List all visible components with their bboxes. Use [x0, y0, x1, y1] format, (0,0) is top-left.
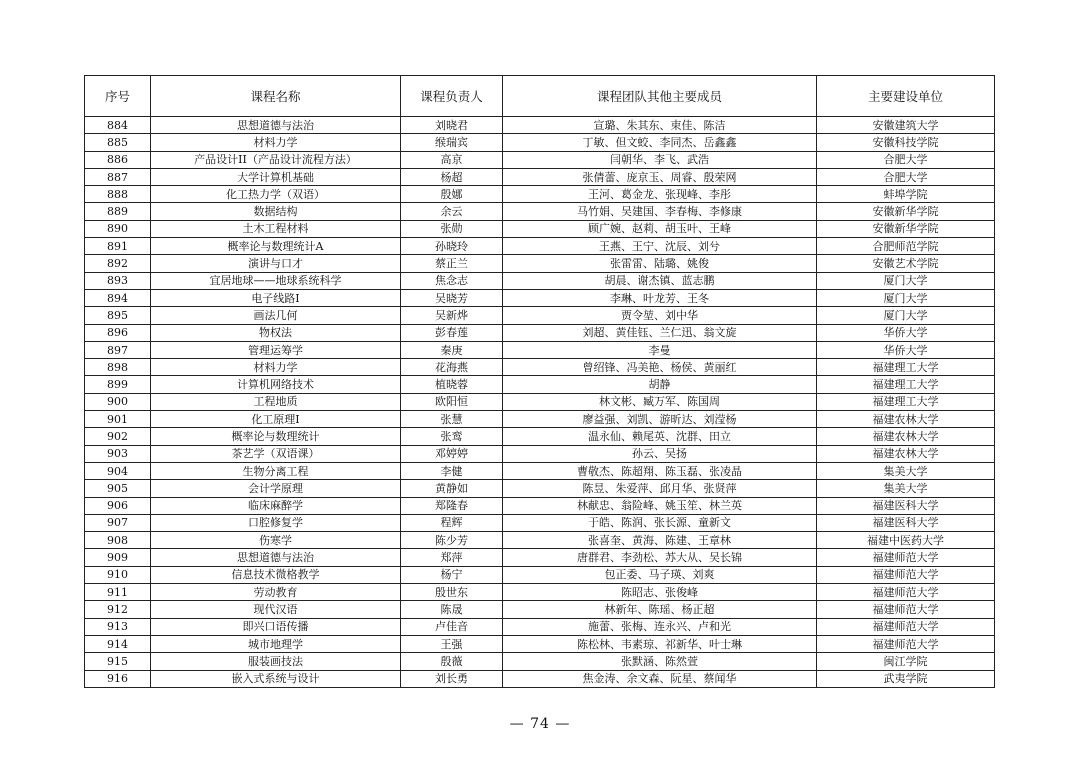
serial-number-cell: 915 [85, 653, 151, 670]
course-name-cell: 思想道德与法治 [151, 117, 401, 134]
course-leader-cell: 焦念志 [401, 272, 503, 289]
table-row [85, 151, 995, 168]
team-members-cell: 刘超、黄佳钰、兰仁迅、翁文旋 [503, 324, 817, 341]
course-leader-cell: 陈晟 [401, 601, 503, 618]
serial-number-cell: 895 [85, 307, 151, 324]
course-leader-cell: 刘长勇 [401, 670, 503, 687]
course-name-cell: 劳动教育 [151, 584, 401, 601]
course-name-cell: 概率论与数理统计A [151, 238, 401, 255]
course-leader-cell: 郑萍 [401, 549, 503, 566]
institution-cell: 集美大学 [817, 480, 995, 497]
institution-cell: 合肥师范学院 [817, 238, 995, 255]
team-members-cell: 顾广婉、赵莉、胡玉叶、王峰 [503, 220, 817, 237]
course-name-cell: 演讲与口才 [151, 255, 401, 272]
institution-cell: 福建理工大学 [817, 359, 995, 376]
team-members-cell: 廖益强、刘凯、游昕达、刘滢杨 [503, 411, 817, 428]
course-name-cell: 材料力学 [151, 134, 401, 151]
serial-number-cell: 912 [85, 601, 151, 618]
serial-number-cell: 890 [85, 220, 151, 237]
team-members-cell: 孙云、吴扬 [503, 445, 817, 462]
institution-cell: 福建师范大学 [817, 566, 995, 583]
course-leader-cell: 李健 [401, 462, 503, 479]
serial-number-cell: 888 [85, 186, 151, 203]
course-name-cell: 现代汉语 [151, 601, 401, 618]
institution-cell: 福建中医药大学 [817, 532, 995, 549]
course-name-cell: 计算机网络技术 [151, 376, 401, 393]
header-row [85, 76, 995, 117]
table-row [85, 411, 995, 428]
team-members-cell: 包正委、马子瑛、刘爽 [503, 566, 817, 583]
table-body [85, 117, 995, 688]
header-course-leader: 课程负责人 [401, 76, 503, 117]
header-course-name: 课程名称 [151, 76, 401, 117]
institution-cell: 集美大学 [817, 462, 995, 479]
course-name-cell: 临床麻醉学 [151, 497, 401, 514]
team-members-cell: 李琳、叶龙芳、王冬 [503, 289, 817, 306]
course-name-cell: 大学计算机基础 [151, 168, 401, 185]
institution-cell: 安徽艺术学院 [817, 255, 995, 272]
course-name-cell: 土木工程材料 [151, 220, 401, 237]
team-members-cell: 胡静 [503, 376, 817, 393]
team-members-cell: 宣璐、朱其东、束佳、陈洁 [503, 117, 817, 134]
table-row [85, 653, 995, 670]
serial-number-cell: 887 [85, 168, 151, 185]
institution-cell: 福建师范大学 [817, 601, 995, 618]
team-members-cell: 张倩蕾、庞京玉、周睿、殷荣网 [503, 168, 817, 185]
serial-number-cell: 905 [85, 480, 151, 497]
institution-cell: 福建理工大学 [817, 393, 995, 410]
team-members-cell: 张默涵、陈然萱 [503, 653, 817, 670]
course-leader-cell: 王强 [401, 635, 503, 652]
course-leader-cell: 殷世东 [401, 584, 503, 601]
serial-number-cell: 909 [85, 549, 151, 566]
team-members-cell: 丁敏、但文蛟、李同杰、岳鑫鑫 [503, 134, 817, 151]
team-members-cell: 闫朝华、李飞、武浩 [503, 151, 817, 168]
team-members-cell: 张雷雷、陆璐、姚俊 [503, 255, 817, 272]
course-leader-cell: 孙晓玲 [401, 238, 503, 255]
table-row [85, 255, 995, 272]
serial-number-cell: 904 [85, 462, 151, 479]
table-row [85, 480, 995, 497]
course-leader-cell: 高京 [401, 151, 503, 168]
course-name-cell: 画法几何 [151, 307, 401, 324]
table-row [85, 324, 995, 341]
serial-number-cell: 893 [85, 272, 151, 289]
course-leader-cell: 余云 [401, 203, 503, 220]
institution-cell: 安徽新华学院 [817, 220, 995, 237]
serial-number-cell: 889 [85, 203, 151, 220]
serial-number-cell: 886 [85, 151, 151, 168]
institution-cell: 安徽科技学院 [817, 134, 995, 151]
course-leader-cell: 刘晓君 [401, 117, 503, 134]
institution-cell: 合肥大学 [817, 168, 995, 185]
course-leader-cell: 欧阳恒 [401, 393, 503, 410]
serial-number-cell: 885 [85, 134, 151, 151]
team-members-cell: 温永仙、赖尾英、沈群、田立 [503, 428, 817, 445]
team-members-cell: 林新年、陈瑶、杨正超 [503, 601, 817, 618]
institution-cell: 安徽新华学院 [817, 203, 995, 220]
team-members-cell: 马竹娟、吴建国、李春梅、李修康 [503, 203, 817, 220]
course-leader-cell: 邓婷婷 [401, 445, 503, 462]
institution-cell: 合肥大学 [817, 151, 995, 168]
serial-number-cell: 907 [85, 514, 151, 531]
serial-number-cell: 908 [85, 532, 151, 549]
serial-number-cell: 913 [85, 618, 151, 635]
table-row [85, 117, 995, 134]
serial-number-cell: 896 [85, 324, 151, 341]
team-members-cell: 于皓、陈润、张长源、童新文 [503, 514, 817, 531]
institution-cell: 厦门大学 [817, 289, 995, 306]
serial-number-cell: 902 [85, 428, 151, 445]
institution-cell: 福建师范大学 [817, 618, 995, 635]
table-row [85, 462, 995, 479]
course-name-cell: 管理运筹学 [151, 341, 401, 358]
course-name-cell: 伤寒学 [151, 532, 401, 549]
table-row [85, 514, 995, 531]
institution-cell: 华侨大学 [817, 324, 995, 341]
header-team-members: 课程团队其他主要成员 [503, 76, 817, 117]
table-row [85, 376, 995, 393]
team-members-cell: 曹敬杰、陈超翔、陈玉磊、张凌晶 [503, 462, 817, 479]
institution-cell: 厦门大学 [817, 307, 995, 324]
course-name-cell: 电子线路I [151, 289, 401, 306]
table-row [85, 134, 995, 151]
header-serial-number: 序号 [85, 76, 151, 117]
serial-number-cell: 911 [85, 584, 151, 601]
table-row [85, 670, 995, 687]
table-row [85, 307, 995, 324]
team-members-cell: 焦金涛、余文森、阮星、蔡闻华 [503, 670, 817, 687]
table-row [85, 168, 995, 185]
institution-cell: 蚌埠学院 [817, 186, 995, 203]
team-members-cell: 李曼 [503, 341, 817, 358]
institution-cell: 闽江学院 [817, 653, 995, 670]
table-row [85, 532, 995, 549]
team-members-cell: 曾绍锋、冯美艳、杨侯、黄丽红 [503, 359, 817, 376]
course-name-cell: 生物分离工程 [151, 462, 401, 479]
table-row [85, 393, 995, 410]
institution-cell: 福建农林大学 [817, 428, 995, 445]
course-leader-cell: 张鸾 [401, 428, 503, 445]
team-members-cell: 陈昱、朱爱萍、邱月华、张贤萍 [503, 480, 817, 497]
course-leader-cell: 吴新烨 [401, 307, 503, 324]
course-leader-cell: 蔡正兰 [401, 255, 503, 272]
institution-cell: 福建医科大学 [817, 497, 995, 514]
course-name-cell: 化工热力学（双语） [151, 186, 401, 203]
course-leader-cell: 卢佳音 [401, 618, 503, 635]
course-name-cell: 化工原理I [151, 411, 401, 428]
table-row [85, 238, 995, 255]
institution-cell: 福建师范大学 [817, 549, 995, 566]
course-name-cell: 会计学原理 [151, 480, 401, 497]
serial-number-cell: 894 [85, 289, 151, 306]
team-members-cell: 张喜奎、黄海、陈建、王章林 [503, 532, 817, 549]
table-row [85, 549, 995, 566]
institution-cell: 福建农林大学 [817, 445, 995, 462]
course-name-cell: 信息技术微格教学 [151, 566, 401, 583]
course-name-cell: 材料力学 [151, 359, 401, 376]
course-leader-cell: 黄静如 [401, 480, 503, 497]
table-row [85, 566, 995, 583]
table-row [85, 220, 995, 237]
institution-cell: 武夷学院 [817, 670, 995, 687]
table-row [85, 186, 995, 203]
table-row [85, 497, 995, 514]
course-leader-cell: 秦庚 [401, 341, 503, 358]
table-row [85, 618, 995, 635]
course-name-cell: 概率论与数理统计 [151, 428, 401, 445]
serial-number-cell: 903 [85, 445, 151, 462]
institution-cell: 福建医科大学 [817, 514, 995, 531]
team-members-cell: 王燕、王宁、沈辰、刘兮 [503, 238, 817, 255]
institution-cell: 安徽建筑大学 [817, 117, 995, 134]
institution-cell: 福建师范大学 [817, 635, 995, 652]
team-members-cell: 林献忠、翁险峰、姚玉笙、林兰英 [503, 497, 817, 514]
institution-cell: 福建理工大学 [817, 376, 995, 393]
course-name-cell: 宜居地球——地球系统科学 [151, 272, 401, 289]
course-name-cell: 物权法 [151, 324, 401, 341]
course-name-cell: 城市地理学 [151, 635, 401, 652]
table-row [85, 601, 995, 618]
institution-cell: 华侨大学 [817, 341, 995, 358]
course-name-cell: 思想道德与法治 [151, 549, 401, 566]
course-name-cell: 服装画技法 [151, 653, 401, 670]
serial-number-cell: 898 [85, 359, 151, 376]
team-members-cell: 王河、葛金龙、张现峰、李彤 [503, 186, 817, 203]
course-name-cell: 产品设计II（产品设计流程方法） [151, 151, 401, 168]
serial-number-cell: 916 [85, 670, 151, 687]
course-name-cell: 即兴口语传播 [151, 618, 401, 635]
course-name-cell: 数据结构 [151, 203, 401, 220]
team-members-cell: 陈松林、韦素琼、祁新华、叶士琳 [503, 635, 817, 652]
table-row [85, 289, 995, 306]
table-row [85, 428, 995, 445]
course-leader-cell: 彭春莲 [401, 324, 503, 341]
table-row [85, 584, 995, 601]
team-members-cell: 贾令堃、刘中华 [503, 307, 817, 324]
page-number: — 74 — [509, 716, 571, 732]
institution-cell: 厦门大学 [817, 272, 995, 289]
team-members-cell: 林文彬、臧万军、陈国周 [503, 393, 817, 410]
course-leader-cell: 杨超 [401, 168, 503, 185]
serial-number-cell: 910 [85, 566, 151, 583]
course-leader-cell: 张慧 [401, 411, 503, 428]
serial-number-cell: 892 [85, 255, 151, 272]
table-row [85, 359, 995, 376]
table-row [85, 203, 995, 220]
team-members-cell: 胡晨、谢杰镇、蓝志鹏 [503, 272, 817, 289]
table-row [85, 341, 995, 358]
team-members-cell: 施蕾、张梅、连永兴、卢和光 [503, 618, 817, 635]
course-leader-cell: 殷娜 [401, 186, 503, 203]
team-members-cell: 唐群君、李劲松、苏大从、吴长锦 [503, 549, 817, 566]
course-leader-cell: 吴晓芳 [401, 289, 503, 306]
table-header [85, 76, 995, 117]
table-row [85, 445, 995, 462]
institution-cell: 福建师范大学 [817, 584, 995, 601]
course-leader-cell: 杨宁 [401, 566, 503, 583]
course-leader-cell: 程辉 [401, 514, 503, 531]
header-institution: 主要建设单位 [817, 76, 995, 117]
serial-number-cell: 884 [85, 117, 151, 134]
serial-number-cell: 897 [85, 341, 151, 358]
course-name-cell: 嵌入式系统与设计 [151, 670, 401, 687]
serial-number-cell: 900 [85, 393, 151, 410]
serial-number-cell: 914 [85, 635, 151, 652]
course-leader-cell: 陈少芳 [401, 532, 503, 549]
serial-number-cell: 906 [85, 497, 151, 514]
course-table [84, 75, 995, 688]
course-leader-cell: 植晓蓉 [401, 376, 503, 393]
institution-cell: 福建农林大学 [817, 411, 995, 428]
serial-number-cell: 891 [85, 238, 151, 255]
course-leader-cell: 花海燕 [401, 359, 503, 376]
course-leader-cell: 张勋 [401, 220, 503, 237]
team-members-cell: 陈昭志、张俊峰 [503, 584, 817, 601]
table-row [85, 272, 995, 289]
course-leader-cell: 殷薇 [401, 653, 503, 670]
course-name-cell: 口腔修复学 [151, 514, 401, 531]
course-leader-cell: 郑隆春 [401, 497, 503, 514]
serial-number-cell: 899 [85, 376, 151, 393]
serial-number-cell: 901 [85, 411, 151, 428]
table-row [85, 635, 995, 652]
course-name-cell: 工程地质 [151, 393, 401, 410]
course-leader-cell: 缑瑞宾 [401, 134, 503, 151]
course-name-cell: 茶艺学（双语课） [151, 445, 401, 462]
